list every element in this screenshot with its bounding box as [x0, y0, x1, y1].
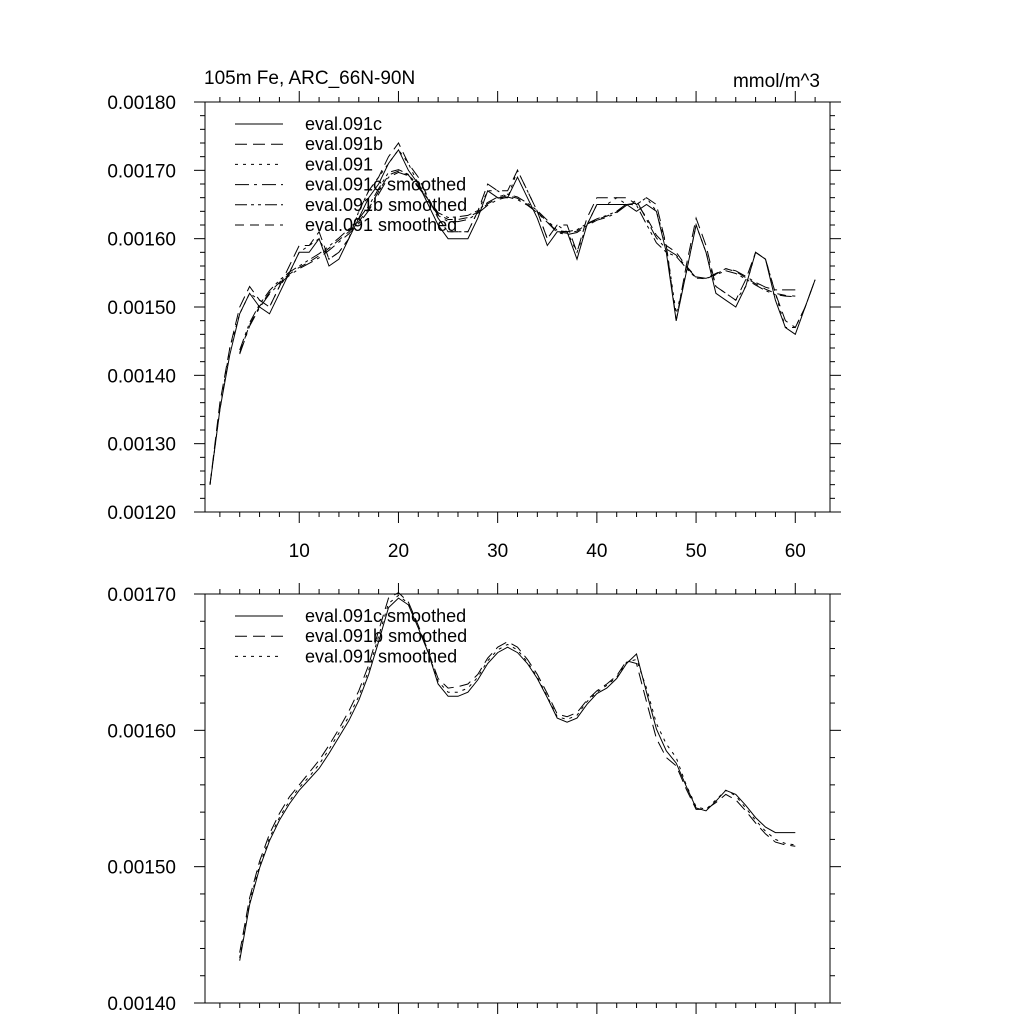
- y-tick-label: 0.00150: [107, 298, 176, 319]
- series-line-1: [210, 150, 815, 485]
- y-tick-label: 0.00160: [107, 229, 176, 251]
- y-tick-label: 0.00130: [107, 434, 176, 456]
- legend-label: eval.091c smoothed: [305, 174, 467, 195]
- legend-label: eval.091b: [305, 134, 384, 155]
- x-tick-label: 60: [784, 541, 806, 562]
- legend-label: eval.091: [305, 154, 374, 175]
- y-tick-label: 0.00120: [107, 503, 176, 524]
- legend-label: eval.091c: [305, 114, 383, 134]
- legend-label: eval.091c smoothed: [305, 606, 467, 626]
- legend-label: eval.091b smoothed: [305, 194, 468, 215]
- y-tick-label: 0.00180: [107, 93, 176, 114]
- bottom-line-chart: [107, 583, 841, 1015]
- y-tick-label: 0.00140: [107, 366, 176, 388]
- legend-label: eval.091 smoothed: [305, 646, 458, 667]
- legend-label: eval.091b smoothed: [305, 626, 468, 647]
- units-label: mmol/m^3: [732, 71, 820, 92]
- x-tick-label: 10: [288, 541, 310, 562]
- x-tick-label: 20: [387, 541, 410, 562]
- y-tick-label: 0.00150: [107, 857, 176, 879]
- legend-label: eval.091 smoothed: [305, 215, 458, 235]
- y-tick-label: 0.00170: [107, 161, 176, 183]
- series-line-3: [210, 150, 815, 485]
- top-line-chart: [107, 68, 841, 562]
- y-tick-label: 0.00140: [107, 994, 176, 1015]
- x-tick-label: 50: [685, 541, 707, 562]
- x-tick-label: 40: [586, 541, 608, 562]
- y-tick-label: 0.00170: [107, 585, 176, 606]
- series-line-2: [210, 143, 815, 485]
- chart-title: 105m Fe, ARC_66N-90N: [204, 68, 416, 89]
- y-tick-label: 0.00160: [107, 721, 176, 743]
- x-tick-label: 30: [487, 541, 509, 562]
- plot-frame: [205, 594, 830, 1003]
